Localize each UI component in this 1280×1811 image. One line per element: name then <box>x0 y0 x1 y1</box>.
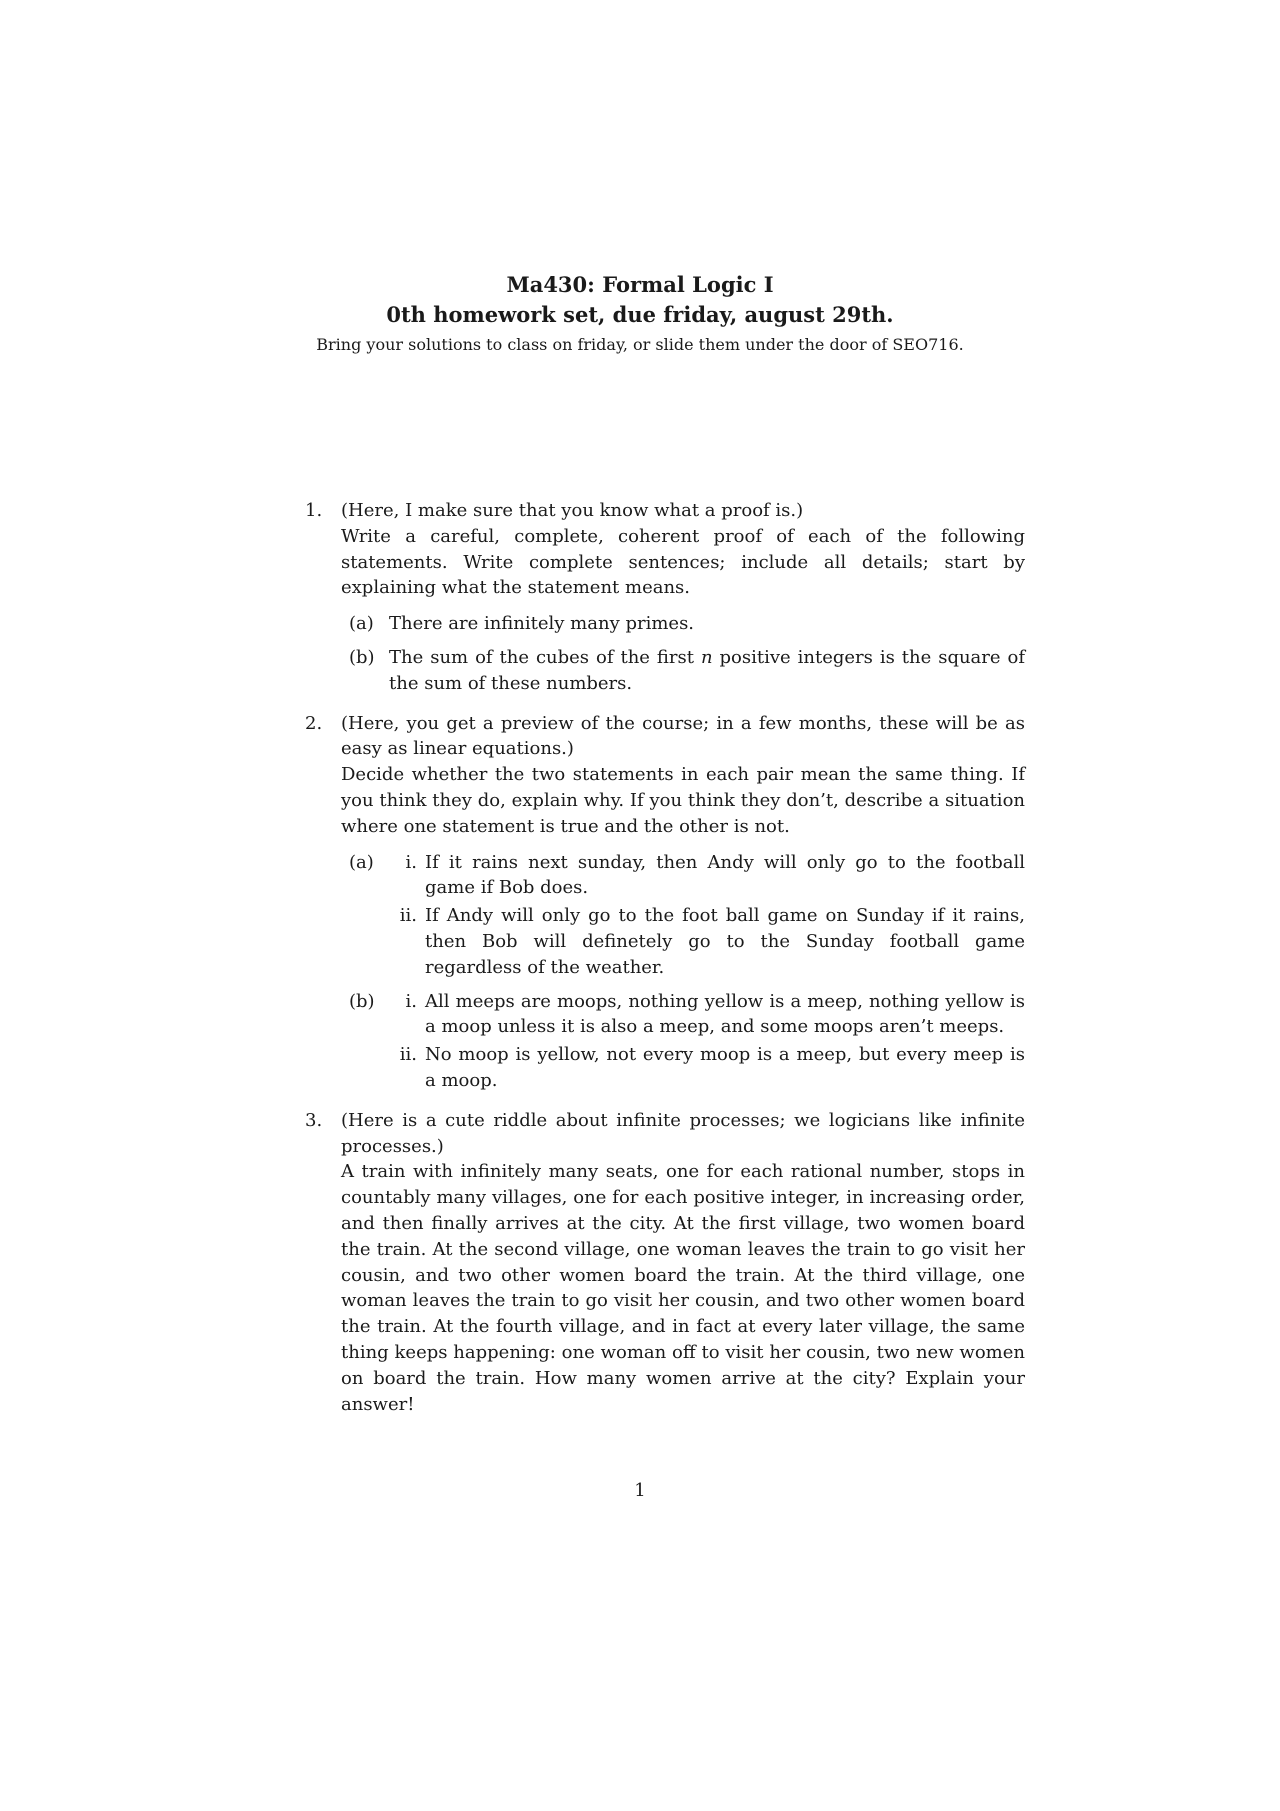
math-variable-n: n <box>700 646 713 668</box>
statement-label: i. <box>405 851 417 873</box>
problem-list <box>305 498 1025 1431</box>
problem-number: 2. <box>305 712 323 734</box>
problem-body: Decide whether the two statements in each pair mean the same thing. If you think they do, explain why. If you think they don’t, describe a situation where one statement is true and the other is not. <box>341 764 1025 837</box>
part-label: (b) <box>349 646 375 668</box>
homework-subtitle: 0th homework set, due friday, august 29th. <box>386 302 894 327</box>
statement-text: All meeps are moops, nothing yellow is a meep, nothing yellow is a moop unless it is also a meep, and some moops aren’t meeps. <box>425 990 1025 1038</box>
problem-3 <box>305 1108 1025 1418</box>
problem-parts <box>341 850 1025 1094</box>
part-text: There are infinitely many primes. <box>389 613 695 635</box>
statement-i <box>389 989 1025 1041</box>
submission-instructions: Bring your solutions to class on friday, or slide them under the door of SEO716. <box>316 335 964 354</box>
problem-intro: (Here, I make sure that you know what a proof is.) <box>341 500 804 521</box>
statement-label: ii. <box>399 905 417 927</box>
statement-text: If Andy will only go to the foot ball game on Sunday if it rains, then Bob will definetely go to the Sunday football game regardless of the weather. <box>425 905 1025 978</box>
problem-2 <box>305 711 1025 1094</box>
statement-ii <box>389 903 1025 980</box>
problem-number: 3. <box>305 1109 323 1131</box>
problem-body: A train with infinitely many seats, one for each rational number, stops in countably many villages, one for each positive integer, in increasing order, and then finally arrives at the city. At the first village, two women board the train. At the second village, one woman leaves the train to go visit her cousin, and two other women board the train. At the third village, one woman leaves the train to go visit her cousin, and two other women board the train. At the fourth village, and in fact at every later village, the same thing keeps happening: one woman off to visit her cousin, two new women on board the train. How many women arrive at the city? Explain your answer! <box>341 1161 1025 1415</box>
part-a <box>341 850 1025 981</box>
statement-text: If it rains next sunday, then Andy will only go to the football game if Bob does. <box>425 851 1025 899</box>
statement-pair <box>389 850 1025 981</box>
page-footer <box>0 1480 1280 1501</box>
statement-i <box>389 850 1025 902</box>
part-text-after: positive integers is the square of the sum of these numbers. <box>389 646 1026 694</box>
statement-ii <box>389 1042 1025 1094</box>
problem-intro: (Here, you get a preview of the course; in a few months, these will be as easy as linear equations.) <box>341 712 1025 760</box>
problem-parts <box>341 611 1025 696</box>
part-a <box>341 611 1025 637</box>
page-number: 1 <box>634 1480 646 1501</box>
statement-text: No moop is yellow, not every moop is a meep, but every meep is a moop. <box>425 1044 1025 1091</box>
part-label: (a) <box>349 851 374 873</box>
header <box>0 270 1280 358</box>
course-title: Ma430: Formal Logic I <box>506 272 774 297</box>
problem-number: 1. <box>305 500 323 521</box>
statement-label: i. <box>405 990 417 1012</box>
part-label: (b) <box>349 990 375 1012</box>
problem-body: Write a careful, complete, coherent proof of each of the following statements. Write complete sentences; include all details; start by explaining what the statement means. <box>341 525 1025 599</box>
part-b <box>341 989 1025 1094</box>
statement-label: ii. <box>399 1044 417 1066</box>
problem-intro: (Here is a cute riddle about infinite processes; we logicians like infinite processes.) <box>341 1109 1025 1157</box>
problem-1 <box>305 498 1025 697</box>
part-b <box>341 645 1025 697</box>
part-label: (a) <box>349 613 374 635</box>
part-text-before: The sum of the cubes of the first <box>389 646 701 668</box>
statement-pair <box>389 989 1025 1094</box>
